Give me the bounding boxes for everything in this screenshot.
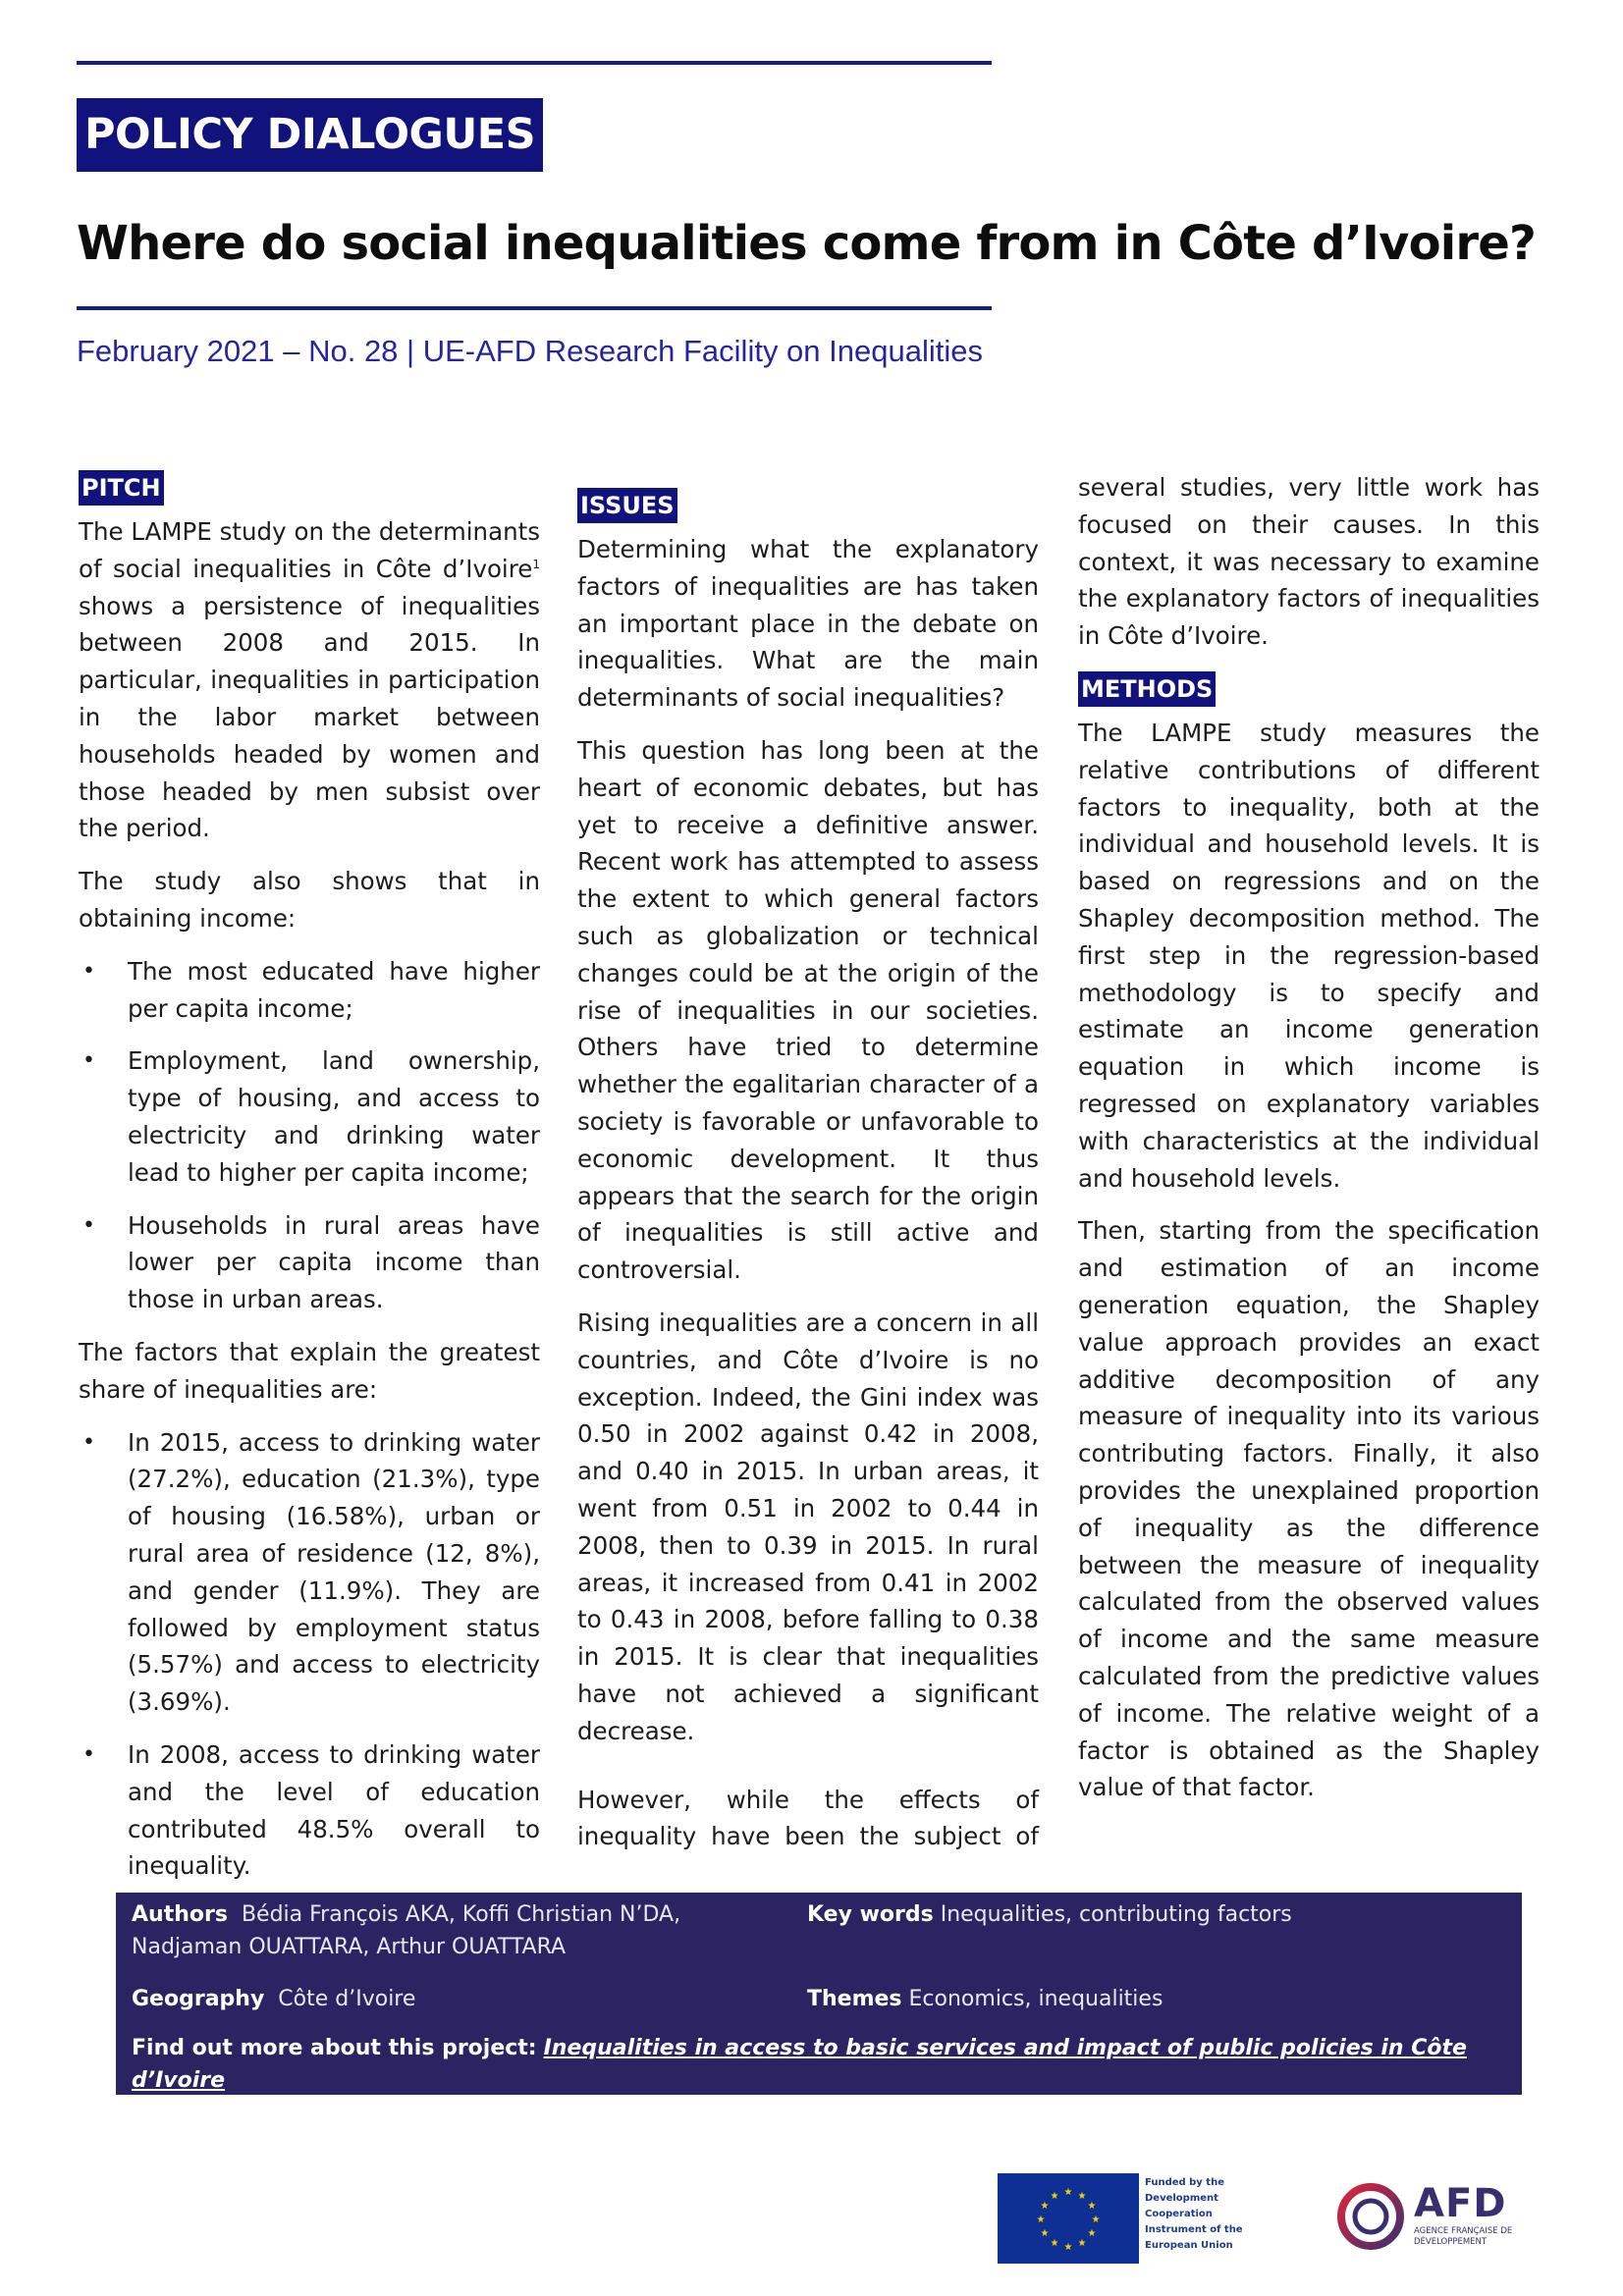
bullet-icon: • [82,1048,95,1074]
eu-stars-icon [998,2173,1139,2264]
series-label: POLICY DIALOGUES [77,98,543,172]
themes-label: Themes [807,1987,902,2011]
list-item: • In 2015, access to drinking water (27.2%), education (21.3%), type of housing (16.58%), urban or rural area of residence (12, 8%), and gender (11.9%). They are followed by employment status (5.57%) and access to electricity (3.69%). [79,1424,540,1721]
svg-text:★: ★ [1050,2238,1059,2249]
keywords-value: Inequalities, contributing factors [940,1902,1292,1927]
footnote-marker[interactable]: 1 [532,557,540,571]
geography-label: Geography [132,1987,265,2011]
authors-label: Authors [132,1902,228,1927]
list-item: • The most educated have higher per capita income; [79,953,540,1028]
svg-text:★: ★ [1040,2228,1050,2239]
themes-block [807,1983,1163,2015]
svg-text:★: ★ [1036,2215,1046,2225]
bullet-icon: • [82,1741,95,1767]
title-rule [77,306,992,310]
list-item: • Households in rural areas have lower per capita income than those in urban areas. [79,1207,540,1318]
bullet-icon: • [82,1212,95,1238]
geography-value: Côte d’Ivoire [278,1987,416,2011]
authors-value: Bédia François AKA, Koffi Christian N’DA, Nadjaman OUATTARA, Arthur OUATTARA [132,1902,681,1959]
project-link[interactable]: Inequalities in access to basic services and impact of public policies in Côte d’Ivoire [132,2036,1467,2093]
bullet-icon: • [82,958,95,984]
pitch-label: PITCH [79,470,164,506]
svg-text:★: ★ [1091,2215,1101,2225]
issue-meta: February 2021 – No. 28 | UE-AFD Research Facility on Inequalities [77,334,983,368]
svg-text:★: ★ [1063,2242,1073,2253]
keywords-block [807,1898,1494,1931]
list-item: • In 2008, access to drinking water and the level of education contributed 48.5% overall to inequality. [79,1736,540,1885]
top-rule [77,61,992,65]
methods-paragraph-2: Then, starting from the specification and estimation of an income generation equation, the Shapley value approach provides an exact additive decomposition of any measure of inequality into its various contributing factors. Finally, it also provides the unexplained proportion of inequality as the difference between the measure of inequality calculated from the observed values of income and the same measure calculated from the predictive values of income. The relative weight of a factor is obtained as the Shapley value of that factor. [1078,1216,1540,1802]
issues-continuation: several studies, very little work has focused on their causes. In this context, it was necessary to examine the explanatory factors of inequalities in Côte d’Ivoire. [1078,473,1540,651]
project-info-box [116,1893,1522,2095]
keywords-label: Key words [807,1902,934,1927]
eu-flag-logo [998,2173,1139,2264]
pitch-paragraph-3: The factors that explain the greatest share of inequalities are: [79,1337,540,1404]
methods-column [1078,469,1540,1822]
issues-paragraph-2: This question has long been at the heart of economic debates, but has yet to receive a definitive answer. Recent work has attempted to assess the extent to which general factors such as globalization or technical changes could be at the origin of the rise of inequalities in our societies. Others have tried to determine whether the egalitarian character of a society is favorable or unfavorable to economic development. It thus appears that the search for the origin of inequalities is still active and controversial. [577,735,1039,1285]
issues-label: ISSUES [577,488,677,523]
svg-text:★: ★ [1050,2191,1059,2202]
inequality-factors-list [79,1424,540,1886]
authors-block [132,1898,784,1963]
svg-text:★: ★ [1077,2238,1087,2249]
pitch-intro: The LAMPE study on the determinants of social inequalities in Côte d’Ivoire$^1$ shows a persistence of inequalities between 2008 and 2015. In particular, inequalities in participation in the labor market between households headed by women and those headed by men subsist over the period. [79,517,540,843]
list-item: • Employment, land ownership, type of housing, and access to electricity and drinking water lead to higher per capita income; [79,1042,540,1191]
afd-wordmark: AFD [1414,2181,1507,2226]
themes-value: Economics, inequalities [908,1987,1163,2011]
svg-text:★: ★ [1077,2191,1087,2202]
find-out-more [132,2032,1506,2097]
methods-paragraph-1: The LAMPE study measures the relative contributions of different factors to inequality, both at the individual and household levels. It is based on regressions and on the Shapley decomposition method. The first step in the regression-based methodology is to specify and estimate an income generation equation in which income is regressed on explanatory variables with characteristics at the individual and household levels. [1078,718,1540,1193]
issues-paragraph-3: Rising inequalities are a concern in all countries, and Côte d’Ivoire is no exception. Indeed, the Gini index was 0.50 in 2002 against 0.42 in 2008, and 0.40 in 2015. In urban areas, it went from 0.51 in 2002 to 0.44 in 2008, then to 0.39 in 2015. In rural areas, it increased from 0.41 in 2002 to 0.43 in 2008, before falling to 0.38 in 2015. It is clear that inequalities have not achieved a significant decrease. [577,1308,1039,1745]
bullet-icon: • [82,1429,95,1455]
svg-text:★: ★ [1087,2201,1097,2212]
issues-paragraph-4: However, while the effects of inequality have been the subject of [577,1785,1039,1851]
svg-text:★: ★ [1063,2187,1073,2198]
eu-funding-caption: Funded by the Development Cooperation Instrument of the European Union [1145,2177,1243,2251]
issues-column [577,487,1039,1871]
find-out-more-label: Find out more about this project: [132,2036,537,2060]
geography-block [132,1983,415,2015]
document-title: Where do social inequalities come from in Côte d’Ivoire? [77,216,1537,271]
issues-paragraph-1: Determining what the explanatory factors of inequalities are has taken an important place in the debate on inequalities. What are the main determinants of social inequalities? [577,535,1039,713]
svg-text:★: ★ [1087,2228,1097,2239]
pitch-paragraph-2: The study also shows that in obtaining income: [79,867,540,933]
afd-subtitle: AGENCE FRANÇAISE DE DÉVELOPPEMENT [1414,2226,1513,2247]
svg-text:★: ★ [1040,2201,1050,2212]
pitch-column [79,469,540,1900]
methods-label: METHODS [1078,671,1216,707]
income-findings-list [79,953,540,1318]
